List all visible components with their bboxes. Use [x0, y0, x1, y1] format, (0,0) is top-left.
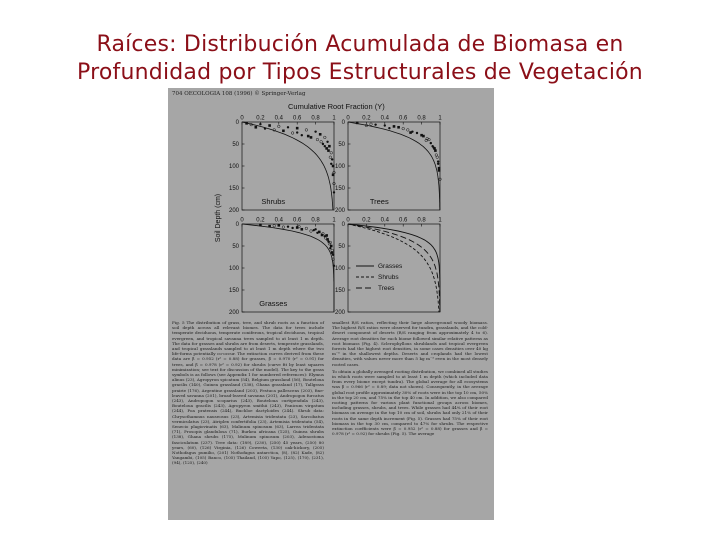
body-paragraph-1: smallest R/S ratios, reflecting their large aboveground woody biomass. The highest R/S ratios were observed for tundra, grasslands, and the cold-desert component of deserts (R/S ranging from approximately 4 to 6). Average root densities for each biome followed similar relative patterns as root biomass (Fig. 4). Sclerophyllous shrublands and tropical evergreen forests had the highest root densities, in some cases densities over 40 kg m⁻³ in the shallowest depths. Deserts and croplands had the lowest densities, with values never more than 5 kg m⁻³ even in the most densely rooted cases.	[332, 320, 488, 367]
data-point	[268, 124, 271, 127]
x-tick-label: 0	[240, 217, 244, 224]
y-tick-label: 0	[235, 120, 239, 126]
data-point	[325, 234, 328, 237]
y-tick-label: 150	[334, 186, 345, 192]
data-point	[328, 145, 331, 148]
figure-axis-title: Cumulative Root Fraction (Y)	[288, 102, 385, 111]
journal-page-image	[168, 88, 494, 520]
x-tick-label: 1	[438, 217, 442, 224]
data-point	[384, 124, 386, 126]
y-tick-label: 0	[341, 222, 345, 228]
y-tick-label: 100	[334, 164, 345, 170]
data-point	[316, 232, 318, 234]
data-point	[259, 123, 261, 125]
figure-panels	[168, 88, 494, 320]
y-tick-label: 150	[334, 288, 345, 294]
data-point	[278, 224, 281, 227]
data-point	[326, 141, 328, 143]
data-point	[327, 149, 330, 152]
panel-frame	[242, 224, 334, 312]
fit-curve	[242, 224, 334, 312]
x-tick-label: 0.2	[362, 217, 371, 224]
data-point	[326, 238, 329, 241]
data-point	[324, 136, 327, 139]
data-point	[402, 127, 405, 130]
data-point	[287, 225, 289, 227]
y-tick-label: 200	[334, 310, 345, 316]
panel-label: Trees	[369, 197, 389, 206]
data-point	[301, 228, 304, 231]
data-point	[393, 125, 396, 128]
data-point	[397, 126, 400, 129]
data-point	[291, 227, 293, 229]
data-point	[282, 130, 285, 133]
x-tick-label: 0.6	[399, 115, 408, 122]
data-point	[320, 141, 323, 144]
y-tick-label: 50	[338, 142, 345, 148]
y-tick-label: 0	[235, 222, 239, 228]
data-point	[374, 123, 376, 125]
data-point	[321, 234, 324, 237]
data-point	[435, 154, 438, 157]
data-point	[287, 126, 289, 128]
data-point	[310, 230, 313, 233]
data-point	[282, 226, 285, 229]
x-tick-label: 1	[332, 217, 336, 224]
x-tick-label: 0.8	[311, 115, 320, 122]
legend-label: Shrubs	[378, 274, 399, 282]
x-tick-label: 0	[346, 217, 350, 224]
x-tick-label: 0.8	[417, 115, 426, 122]
x-tick-label: 0.4	[380, 217, 389, 224]
x-tick-label: 0	[346, 115, 350, 122]
y-axis-label: Soil Depth (cm)	[215, 193, 222, 243]
x-tick-label: 0.4	[380, 115, 389, 122]
data-point	[301, 134, 303, 136]
x-tick-label: 0	[240, 115, 244, 122]
data-point	[330, 163, 332, 165]
legend-label: Trees	[378, 285, 395, 293]
data-point	[438, 167, 441, 170]
x-tick-label: 0.2	[362, 115, 371, 122]
y-tick-label: 200	[228, 310, 239, 316]
data-point	[322, 143, 324, 145]
data-point	[370, 123, 373, 126]
panel-label: Shrubs	[261, 197, 286, 206]
data-point	[407, 129, 410, 132]
fit-curve	[348, 122, 440, 210]
slide-title-line-2: Profundidad por Tipos Estructurales de Vegetación	[77, 60, 643, 85]
y-tick-label: 0	[341, 120, 345, 126]
y-tick-label: 100	[228, 266, 239, 272]
data-point	[278, 125, 281, 128]
data-point	[332, 165, 335, 168]
data-point	[245, 122, 248, 125]
x-tick-label: 0.4	[274, 115, 283, 122]
data-point	[307, 135, 310, 138]
data-point	[356, 122, 359, 125]
data-point	[259, 224, 262, 227]
y-tick-label: 150	[228, 186, 239, 192]
data-point	[324, 237, 327, 240]
data-point	[314, 228, 316, 230]
y-tick-label: 100	[228, 164, 239, 170]
data-point	[332, 174, 335, 177]
data-point	[437, 160, 439, 162]
y-tick-label: 200	[228, 208, 239, 214]
y-tick-label: 150	[228, 288, 239, 294]
y-tick-label: 50	[232, 142, 239, 148]
data-point	[330, 152, 333, 155]
data-point	[329, 247, 331, 249]
data-point	[291, 132, 294, 135]
body-paragraph-2: To obtain a globally averaged rooting distribution, we combined all studies in which roots were sampled to at least 1 m depth (which included data from every biome except tundra). The global average for all ecosystems was β = 0.966 (r² = 0.89; data not shown). Consequently, in the average global root profile approximately 30% of roots were in the top 10 cm, 50% in the top 20 cm, and 75% in the top 40 cm. In addition, we also compared rooting patterns for various plant functional groups across biomes, including grasses, shrubs, and trees. While grasses had 44% of their root biomass on average in the top 10 cm of soil, shrubs had only 21% of their roots in the same depth increment (Fig. 5). Grasses had 75% of their root biomass in the top 30 cm, compared to 47% for shrubs. The respective extinction coefficients were β = 0.952 (r² = 0.88) for grasses and β = 0.978 (r² = 0.92) for shrubs (Fig. 5). The average	[332, 368, 488, 437]
figure-caption: Fig. 5 The distribution of grass, tree, and shrub roots as a function of soil depth across all relevant biomes. The data for trees include temperate deciduous, temperate coniferous, tropical deciduous, tropical evergreen, and tropical savanna trees sampled to at least 1 m depth. The data for grasses and shrubs are from deserts, temperate grasslands, and tropical grasslands sampled to at least 1 m depth where the two life-forms potentially co-occur. The extinction curves derived from these data are β = 0.952 (r² = 0.88) for grasses, β = 0.970 (r² = 0.91) for trees, and β = 0.978 (r² = 0.92) for shrubs (curve fit by least squares minimization; see text for discussion of the model). The key to the grass symbols is as follows (see Appendix 1 for numbered references): Elymus alinus (23), Agropyron spicatum (54), Belgium grassland (56), Bouteloua gracilis (140), Guinea grassland (138), Ghana grassland (17), Tallgrass prairie (176), Argentine grassland (203), Festuca pallescens (203), fine-leaved savanna (201), broad-leaved savanna (201), Andropogon furcatus (243), Andropogon scoparius (243), Bouteloua curtipendula (243), Bouteloua gracilis (243), Agropyron smithii (243), Panicum virgatum (244), Poa pratensis (244), Buchloe dactyloides (244). Shrub data: Chrysothamnus nauseosus (23), Artemisia tridentata (23), Sarcobatus vermiculatus (23), Atriplex confertifolia (23), Artemisia tridentata (54), Senecio plagiovinatis (63), Malinum spinosum (63), Larrea tridentata (71), Prosopis glandulosa (71), Burkea africana (125), Guinea shrubs (138), Ghana shrubs (175), Mulinum spinosum (203), Adenostoma fasciculatum (237). Tree data: (189), (230), (250) 45 years, (250) 80 years, (60), (126) Virginia, (126) Coweeta, (130) oak-hickory, (205) Nothofagus pumilio, (201) Nothofagus antarctica, (8), (82) Kade, (82) Yangambi, (105) Banco, (105) Thailand, (105) Yapo, (125), (170), (231), (94), (125), (240)	[172, 320, 324, 466]
legend-label: Grasses	[378, 263, 403, 271]
data-point	[305, 227, 308, 230]
data-point	[296, 127, 299, 130]
data-point	[331, 158, 333, 160]
y-tick-label: 100	[334, 266, 345, 272]
x-tick-label: 0.6	[399, 217, 408, 224]
body-text-column	[332, 320, 488, 438]
x-tick-label: 0.6	[293, 115, 302, 122]
journal-header: 704 OECOLOGIA 108 (1996) © Springer-Verlag	[172, 91, 306, 97]
data-point	[316, 138, 319, 141]
data-point	[437, 163, 439, 165]
panel-label: Grasses	[259, 299, 288, 308]
x-tick-label: 1	[332, 115, 336, 122]
data-point	[305, 129, 308, 132]
data-point	[255, 126, 258, 129]
y-tick-label: 200	[334, 208, 345, 214]
x-tick-label: 0.8	[311, 217, 320, 224]
data-point	[420, 134, 423, 137]
y-tick-label: 50	[338, 244, 345, 250]
data-point	[332, 254, 334, 256]
slide-title-line-1: Raíces: Distribución Acumulada de Biomasa en	[96, 32, 624, 57]
data-point	[330, 245, 333, 248]
data-point	[273, 224, 276, 227]
x-tick-label: 0.6	[293, 217, 302, 224]
data-point	[432, 146, 434, 148]
data-point	[319, 133, 322, 136]
data-point	[416, 132, 418, 134]
x-tick-label: 0.2	[256, 217, 265, 224]
x-tick-label: 0.2	[256, 115, 265, 122]
data-point	[324, 145, 326, 147]
data-point	[430, 142, 432, 144]
x-tick-label: 0.8	[417, 217, 426, 224]
data-point	[296, 131, 298, 133]
x-tick-label: 0.4	[274, 217, 283, 224]
data-point	[264, 127, 266, 129]
data-point	[388, 127, 390, 129]
data-point	[310, 136, 313, 139]
data-point	[314, 130, 316, 132]
x-tick-label: 1	[438, 115, 442, 122]
data-point	[268, 225, 271, 228]
y-tick-label: 50	[232, 244, 239, 250]
data-point	[329, 156, 332, 159]
data-point	[409, 131, 412, 134]
panel-frame	[348, 122, 440, 210]
